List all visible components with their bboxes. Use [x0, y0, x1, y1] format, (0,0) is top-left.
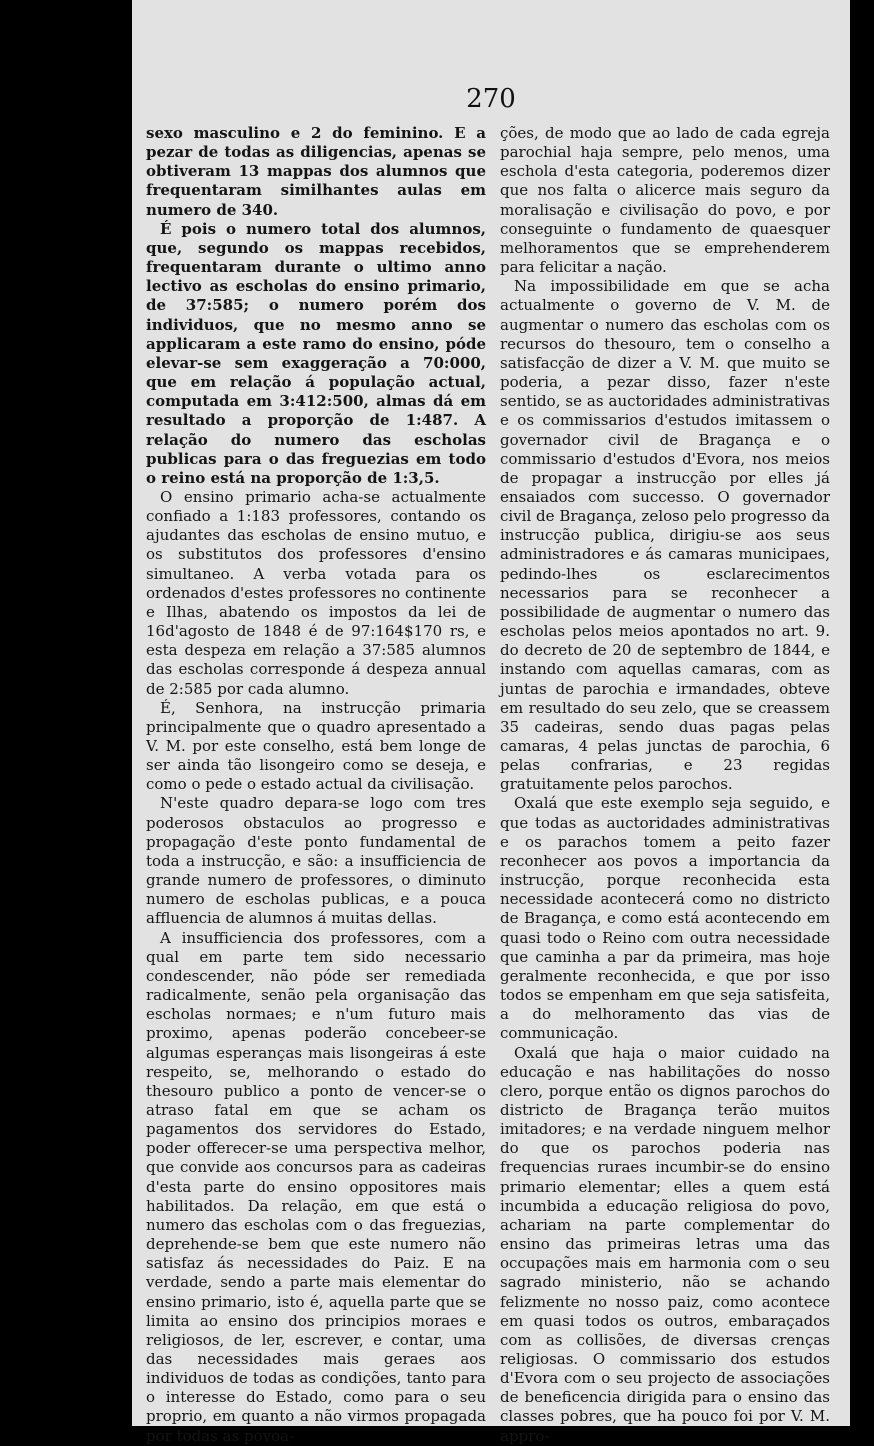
left-text-column: [146, 124, 486, 1445]
paragraph: A insufficiencia dos professores, com a qual em parte tem sido necessario condescender, não póde ser remediada radicalmente, senão pela organisação das escholas normaes; e n'um futuro mais proximo, apenas poderão concebeer-se algumas esperanças mais lisongeiras á este respeito, se, melhorando o estado do thesouro publico a ponto de vencer-se o atraso fatal em que se acham os pagamentos dos servidores do Estado, poder offerecer-se uma perspectiva melhor, que convide aos concursos para as cadeiras d'esta parte do ensino oppositores mais habilitados. Da relação, em que está o numero das escholas com o das freguezias, deprehende-se bem que este numero não satisfaz ás necessidades do Paiz. E na verdade, sendo a parte mais elementar do ensino primario, isto é, aquella parte que se limita ao ensino dos principios moraes e religiosos, de ler, escrever, e contar, uma das necessidades mais geraes aos individuos de todas as condições, tanto para o interesse do Estado, como para o seu proprio, em quanto a não virmos propagada por todas as povoa-: [146, 928, 486, 1445]
paragraph: Oxalá que este exemplo seja seguido, e que todas as auctoridades administrativas e os parachos tomem a peito fazer reconhecer aos povos a importancia da instrucção, porque reconhecida esta necessidade acontecerá como no districto de Bragança, e como está acontecendo em quasi todo o Reino com outra necessidade que caminha a par da primeira, mas hoje geralmente reconhecida, e que por isso todos se empenham em que seja satisfeita, a do melhoramento das vias de communicação.: [500, 794, 830, 1043]
paragraph: É pois o numero total dos alumnos, que, segundo os mappas recebidos, frequentaram durante o ultimo anno lectivo as escholas do ensino primario, de 37:585; o numero porém dos individuos, que no mesmo anno se applicaram a este ramo do ensino, póde elevar-se sem exaggeração a 70:000, que em relação á população actual, computada em 3:412:500, almas dá em resultado a proporção de 1:487. A relação do numero das escholas publicas para o das freguezias em todo o reino está na proporção de 1:3,5.: [146, 219, 486, 487]
scan-border-right: [850, 0, 874, 1426]
paragraph: sexo masculino e 2 do feminino. E a pezar de todas as diligencias, apenas se obtiveram 13 mappas dos alumnos que frequentaram similhantes aulas em numero de 340.: [146, 124, 486, 219]
paragraph: O ensino primario acha-se actualmente confiado a 1:183 professores, contando os ajudantes das escholas de ensino mutuo, e os substitutos dos professores d'ensino simultaneo. A verba votada para os ordenados d'estes professores no continente e Ilhas, abatendo os impostos da lei de 16d'agosto de 1848 é de 97:164$170 rs, e esta despeza em relação a 37:585 alumnos das escholas corresponde á despeza annual de 2:585 por cada alumno.: [146, 487, 486, 698]
document-page: [132, 0, 850, 1445]
paragraph: É, Senhora, na instrucção primaria principalmente que o quadro apresentado a V. M. por este conselho, está bem longe de ser ainda tão lisongeiro como se deseja, e como o pede o estado actual da civilisação.: [146, 698, 486, 794]
paragraph: N'este quadro depara-se logo com tres poderosos obstaculos ao progresso e propagação d'este ponto fundamental de toda a instrucção, e são: a insufficiencia de grande numero de professores, o diminuto numero de escholas publicas, e a pouca affluencia de alumnos á muitas dellas.: [146, 794, 486, 928]
scan-border-left: [0, 0, 132, 1426]
page-number: 270: [466, 84, 516, 114]
paragraph: Oxalá que haja o maior cuidado na educação e nas habilitações do nosso clero, porque então os dignos parochos do districto de Bragança terão muitos imitadores; e na verdade ninguem melhor do que os parochos poderia nas frequencias ruraes incumbir-se do ensino primario elementar; elles a quem está incumbida a educação religiosa do povo, achariam na parte complementar do ensino das primeiras letras uma das occupações mais em harmonia com o seu sagrado ministerio, não se achando felizmente no nosso paiz, como acontece em quasi todos os outros, embaraçados com as collisões, de diversas crenças religiosas. O commissario dos estudos d'Evora com o seu projecto de associações de beneficencia dirigida para o ensino das classes pobres, que ha pouco foi por V. M. appro-: [500, 1043, 830, 1445]
paragraph: ções, de modo que ao lado de cada egreja parochial haja sempre, pelo menos, uma eschola d'esta categoria, poderemos dizer que nos falta o alicerce mais seguro da moralisação e civilisação do povo, e por conseguinte o fundamento de quaesquer melhoramentos que se emprehenderem para felicitar a nação.: [500, 124, 830, 277]
paragraph: Na impossibilidade em que se acha actualmente o governo de V. M. de augmentar o numero das escholas com os recursos do thesouro, tem o conselho a satisfacção de dizer a V. M. que muito se poderia, a pezar disso, fazer n'este sentido, se as auctoridades administrativas e os commissarios d'estudos imitassem o governador civil de Bragança e o commissario d'estudos d'Evora, nos meios de propagar a instrucção por elles já ensaiados com successo. O governador civil de Bragança, zeloso pelo progresso da instrucção publica, dirigiu-se aos seus administradores e ás camaras municipaes, pedindo-lhes os esclarecimentos necessarios para se reconhecer a possibilidade de augmentar o numero das escholas pelos meios apontados no art. 9. do decreto de 20 de septembro de 1844, e instando com aquellas camaras, com as juntas de parochia e irmandades, obteve em resultado do seu zelo, que se creassem 35 cadeiras, sendo duas pagas pelas camaras, 4 pelas junctas de parochia, 6 pelas confrarias, e 23 regidas gratuitamente pelos parochos.: [500, 277, 830, 794]
right-text-column: [500, 124, 830, 1445]
